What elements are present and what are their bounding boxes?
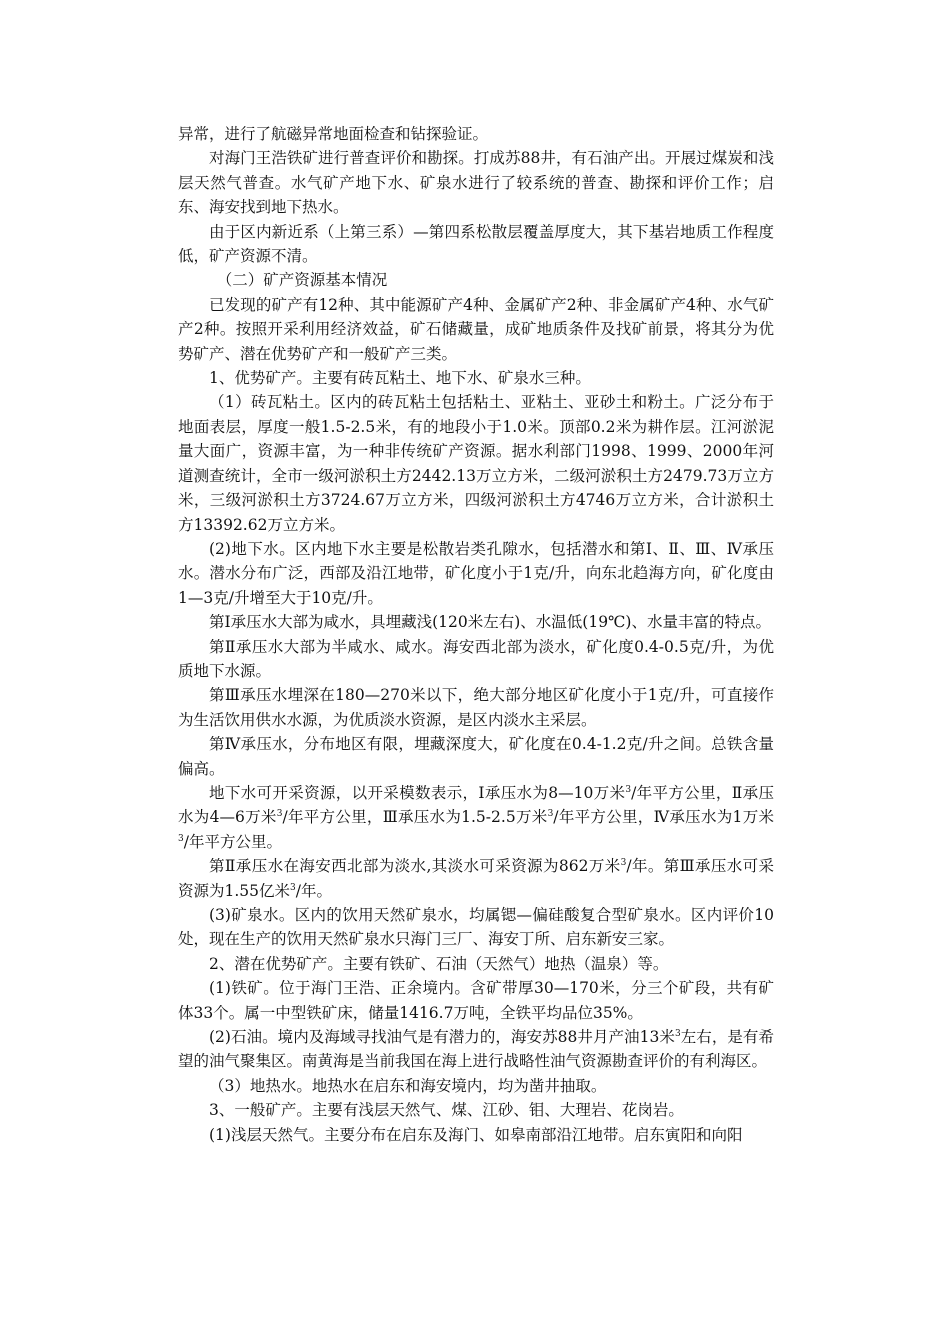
text-run: 左右，是有希望的油气聚集区。南黄海是当前我国在海上进行战略性油气资源勘查评价的有利海区。 (178, 1028, 774, 1071)
paragraph-aquifer-3: 第Ⅲ承压水埋深在180—270米以下，绝大部分地区矿化度小于1克/升，可直接作为生活饮用供水水源，为优质淡水资源，是区内淡水主采层。 (178, 686, 774, 729)
text-run: /年平方公里，Ⅱ承压水为4—6万米 (178, 783, 774, 827)
text-run: (2)石油。境内及海域寻找油气是有潜力的，海安苏88井月产油13米 (209, 1028, 675, 1047)
paragraph-iron-ore: (1)铁矿。位于海门王浩、正余境内。含矿带厚30—170米，分三个矿段，共有矿体33个。属一中型铁矿床，储量1416.7万吨，全铁平均品位35%。 (178, 979, 774, 1022)
paragraph-continuation: 异常，进行了航磁异常地面检查和钻探验证。 (178, 125, 489, 143)
subheading-advantage-minerals: 1、优势矿产。主要有砖瓦粘土、地下水、矿泉水三种。 (209, 369, 591, 388)
paragraph-bedrock-survey: 由于区内新近系（上第三系）—第四系松散层覆盖厚度大，其下基岩地质工作程度低，矿产资源不清。 (178, 222, 774, 266)
text-run: 地下水可开采资源，以开采模数表示，Ⅰ承压水为8—10万米 (209, 783, 626, 802)
paragraph-shallow-gas: (1)浅层天然气。主要分布在启东及海门、如皋南部沿江地带。启东寅阳和向阳 (209, 1125, 743, 1144)
text-run: /年平方公里，Ⅳ承压水为1万米 (553, 808, 774, 827)
paragraph-freshwater-resources (178, 854, 774, 903)
paragraph-aquifer-4: 第Ⅳ承压水，分布地区有限，埋藏深度大，矿化度在0.4-1.2克/升之间。总铁含量偏高。 (178, 735, 774, 778)
text-run: /年平方公里。 (183, 832, 282, 851)
paragraph-mineral-water: (3)矿泉水。区内的饮用天然矿泉水，均属锶—偏硅酸复合型矿泉水。区内评价10处，现在生产的饮用天然矿泉水只海门三厂、海安丁所、启东新安三家。 (178, 906, 774, 949)
text-run: /年平方公里，Ⅲ承压水为1.5-2.5万米 (282, 808, 548, 827)
superscript: 3 (625, 784, 632, 795)
superscript: 3 (547, 809, 554, 820)
superscript: 3 (178, 833, 184, 844)
paragraph-brick-clay: （1）砖瓦粘土。区内的砖瓦粘土包括粘土、亚粘土、亚砂土和粉土。广泛分布于地面表层，厚度一般1.5-2.5米，有的地段小于1.0米。顶部0.2米为耕作层。江河淤泥量大面广，资源丰富，为一种非传统矿产资源。据水利部门1998、1999、2000年河道测查统计，全市一级河淤积土方2442.13万立方米，二级河淤积土方2479.73万立方米，三级河淤积土方3724.67万立方米，四级河淤积土方4746万立方米，合计淤积土方13392.62万立方米。 (178, 393, 774, 534)
paragraph-aquifer-1: 第Ⅰ承压水大部为咸水，具埋藏浅(120米左右)、水温低(19℃)、水量丰富的特点。 (209, 613, 771, 632)
paragraph-petroleum (178, 1025, 774, 1074)
paragraph-groundwater-resources (178, 781, 774, 854)
superscript: 3 (674, 1029, 681, 1040)
paragraph-aquifer-2: 第Ⅱ承压水大部为半咸水、咸水。海安西北部为淡水，矿化度0.4-0.5克/升，为优质地下水源。 (178, 637, 774, 680)
paragraph-geothermal: （3）地热水。地热水在启东和海安境内，均为凿井抽取。 (209, 1076, 607, 1095)
superscript: 3 (276, 809, 283, 820)
text-run: /年。 (295, 881, 332, 900)
paragraph-wanghao-iron-survey: 对海门王浩铁矿进行普查评价和勘探。打成苏88井，有石油产出。开展过煤炭和浅层天然气普查。水气矿产地下水、矿泉水进行了较系统的普查、勘探和评价工作；启东、海安找到地下热水。 (178, 149, 774, 217)
text-run: 第Ⅱ承压水在海安西北部为淡水,其淡水可采资源为862万米 (209, 857, 621, 876)
document-body (178, 122, 774, 1147)
subheading-potential-minerals: 2、潜在优势矿产。主要有铁矿、石油（天然气）地热（温泉）等。 (209, 954, 669, 973)
paragraph-mineral-overview: 已发现的矿产有12种、其中能源矿产4种、金属矿产2种、非金属矿产4种、水气矿产2种。按照开采利用经济效益，矿石储藏量，成矿地质条件及找矿前景，将其分为优势矿产、潜在优势矿产和一般矿产三类。 (178, 295, 774, 363)
superscript: 3 (290, 882, 296, 893)
superscript: 3 (620, 858, 627, 869)
paragraph-groundwater: (2)地下水。区内地下水主要是松散岩类孔隙水，包括潜水和第Ⅰ、Ⅱ、Ⅲ、Ⅳ承压水。潜水分布广泛，西部及沿江地带，矿化度小于1克/升，向东北趋海方向，矿化度由1—3克/升增至大于10克/升。 (178, 539, 774, 607)
section-heading-mineral-resources: （二）矿产资源基本情况 (216, 271, 388, 290)
text-run: /年。第Ⅲ承压水可采资源为1.55亿米 (178, 857, 774, 900)
subheading-general-minerals: 3、一般矿产。主要有浅层天然气、煤、江砂、钼、大理岩、花岗岩。 (209, 1101, 684, 1120)
